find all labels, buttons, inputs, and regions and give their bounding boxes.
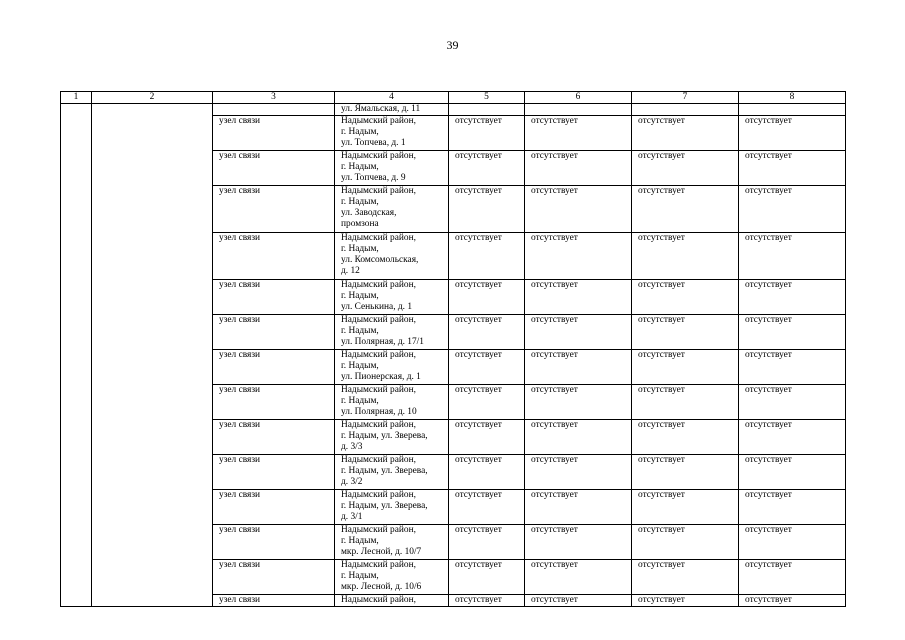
col-8-cell-text: отсутствует [745, 560, 792, 570]
header-col-7: 7 [632, 92, 739, 104]
address-cell-text: Надымский район, г. Надым, ул. Топчева, д. 1 [341, 116, 416, 148]
col-8-cell-text: отсутствует [745, 151, 792, 161]
address-cell [335, 151, 449, 186]
col-6-cell [525, 385, 632, 420]
address-cell-text: Надымский район, г. Надым, ул. Заводская, промзона [341, 186, 416, 229]
col-7-cell [632, 490, 739, 525]
col-8-cell [739, 560, 846, 595]
address-cell-text: Надымский район, г. Надым, мкр. Лесной, д. 10/6 [341, 560, 422, 592]
address-cell-text: Надымский район, г. Надым, ул. Полярная, д. 17/1 [341, 315, 424, 347]
col-6-cell [525, 233, 632, 280]
table-header-row [61, 92, 846, 104]
col-7-cell [632, 151, 739, 186]
address-cell [335, 455, 449, 490]
col-7-cell [632, 280, 739, 315]
object-type-cell [213, 116, 335, 151]
col-6-cell-text: отсутствует [531, 280, 578, 290]
object-type-cell-text: узел связи [219, 455, 261, 465]
col-7-cell [632, 186, 739, 233]
object-type-cell-text: узел связи [219, 595, 261, 605]
col-6-cell-text: отсутствует [531, 315, 578, 325]
col-8-cell [739, 233, 846, 280]
address-cell [335, 116, 449, 151]
col-6-cell [525, 116, 632, 151]
header-col-6: 6 [525, 92, 632, 104]
col-7-cell [632, 350, 739, 385]
col-5-cell-text: отсутствует [455, 280, 502, 290]
address-cell [335, 385, 449, 420]
col-7-cell-text: отсутствует [638, 315, 685, 325]
col-8-cell [739, 595, 846, 607]
continuation-col-4: ул. Ямальская, д. 11 [335, 104, 449, 116]
col-8-cell-text: отсутствует [745, 490, 792, 500]
col-7-cell-text: отсутствует [638, 233, 685, 243]
col-6-cell-text: отсутствует [531, 455, 578, 465]
col-5-cell [449, 350, 525, 385]
col-7-cell [632, 595, 739, 607]
continuation-col-5 [449, 104, 525, 116]
address-cell [335, 560, 449, 595]
col-6-cell [525, 490, 632, 525]
col-8-cell [739, 350, 846, 385]
page-number: 39 [446, 38, 459, 52]
col-5-cell [449, 595, 525, 607]
col-6-cell [525, 420, 632, 455]
object-type-cell-text: узел связи [219, 116, 261, 126]
col-5-cell-text: отсутствует [455, 525, 502, 535]
col-7-cell [632, 525, 739, 560]
col-7-cell [632, 116, 739, 151]
col-8-cell-text: отсутствует [745, 280, 792, 290]
col-8-cell-text: отсутствует [745, 385, 792, 395]
col-8-cell [739, 315, 846, 350]
col-7-cell-text: отсутствует [638, 350, 685, 360]
col-6-cell [525, 315, 632, 350]
continuation-row [61, 104, 846, 116]
continuation-col-3 [213, 104, 335, 116]
col-8-cell [739, 420, 846, 455]
col-8-cell-text: отсутствует [745, 455, 792, 465]
object-type-cell-text: узел связи [219, 385, 261, 395]
col-5-cell [449, 560, 525, 595]
address-cell-text: Надымский район, г. Надым, ул. Зверева, д. 3/3 [341, 420, 428, 452]
address-cell-text: Надымский район, г. Надым, ул. Зверева, д. 3/2 [341, 455, 428, 487]
col-6-cell-text: отсутствует [531, 350, 578, 360]
col-7-cell-text: отсутствует [638, 186, 685, 196]
col-8-cell-text: отсутствует [745, 186, 792, 196]
header-col-4: 4 [335, 92, 449, 104]
col-5-cell [449, 420, 525, 455]
object-type-cell-text: узел связи [219, 151, 261, 161]
address-cell [335, 420, 449, 455]
address-cell-text: Надымский район, г. Надым, ул. Комсомольская, д. 12 [341, 233, 419, 276]
object-type-cell [213, 350, 335, 385]
col-5-cell-text: отсутствует [455, 455, 502, 465]
col-5-cell [449, 455, 525, 490]
address-cell-text: Надымский район, [341, 595, 416, 605]
object-type-cell [213, 151, 335, 186]
address-cell [335, 595, 449, 607]
col-6-cell [525, 560, 632, 595]
col-6-cell-text: отсутствует [531, 385, 578, 395]
col-5-cell [449, 116, 525, 151]
col-6-cell-text: отсутствует [531, 595, 578, 605]
object-type-cell-text: узел связи [219, 560, 261, 570]
col-8-cell [739, 385, 846, 420]
col-7-cell-text: отсутствует [638, 280, 685, 290]
col-5-cell-text: отсутствует [455, 350, 502, 360]
col-7-cell [632, 455, 739, 490]
col-7-cell-text: отсутствует [638, 560, 685, 570]
col-5-cell [449, 233, 525, 280]
address-cell [335, 280, 449, 315]
address-cell [335, 490, 449, 525]
object-type-cell [213, 595, 335, 607]
header-col-5: 5 [449, 92, 525, 104]
col-8-cell [739, 525, 846, 560]
col-5-cell-text: отсутствует [455, 233, 502, 243]
address-cell-text: Надымский район, г. Надым, мкр. Лесной, д. 10/7 [341, 525, 422, 557]
continuation-col-8 [739, 104, 846, 116]
object-type-cell [213, 233, 335, 280]
col-6-cell [525, 595, 632, 607]
object-type-cell-text: узел связи [219, 280, 261, 290]
object-type-cell [213, 455, 335, 490]
address-cell-text: Надымский район, г. Надым, ул. Топчева, д. 9 [341, 151, 416, 183]
col-5-cell-text: отсутствует [455, 420, 502, 430]
col-5-cell [449, 385, 525, 420]
col-6-cell [525, 186, 632, 233]
continuation-col-7 [632, 104, 739, 116]
col-5-cell [449, 151, 525, 186]
col-5-cell-text: отсутствует [455, 560, 502, 570]
object-type-cell-text: узел связи [219, 186, 261, 196]
col-5-cell-text: отсутствует [455, 385, 502, 395]
col-6-cell-text: отсутствует [531, 186, 578, 196]
col-7-cell-text: отсутствует [638, 420, 685, 430]
col-6-cell [525, 455, 632, 490]
header-col-1: 1 [61, 92, 92, 104]
object-type-cell [213, 560, 335, 595]
col-8-cell [739, 490, 846, 525]
col-6-cell-text: отсутствует [531, 233, 578, 243]
object-type-cell [213, 315, 335, 350]
col-7-cell-text: отсутствует [638, 490, 685, 500]
address-cell-text: Надымский район, г. Надым, ул. Зверева, д. 3/1 [341, 490, 428, 522]
col-5-cell [449, 525, 525, 560]
header-col-3: 3 [213, 92, 335, 104]
col-7-cell-text: отсутствует [638, 385, 685, 395]
merged-col-1-cell [61, 104, 92, 607]
header-col-2: 2 [92, 92, 213, 104]
col-8-cell [739, 151, 846, 186]
object-type-cell-text: узел связи [219, 350, 261, 360]
address-cell [335, 350, 449, 385]
col-7-cell [632, 385, 739, 420]
document-table [60, 91, 846, 607]
col-5-cell-text: отсутствует [455, 116, 502, 126]
col-6-cell-text: отсутствует [531, 560, 578, 570]
col-6-cell [525, 151, 632, 186]
col-6-cell [525, 525, 632, 560]
object-type-cell-text: узел связи [219, 315, 261, 325]
col-7-cell [632, 420, 739, 455]
object-type-cell [213, 420, 335, 455]
col-5-cell-text: отсутствует [455, 315, 502, 325]
col-8-cell [739, 455, 846, 490]
object-type-cell [213, 385, 335, 420]
col-8-cell-text: отсутствует [745, 233, 792, 243]
col-8-cell-text: отсутствует [745, 525, 792, 535]
col-8-cell-text: отсутствует [745, 350, 792, 360]
col-5-cell [449, 315, 525, 350]
col-5-cell-text: отсутствует [455, 186, 502, 196]
header-col-8: 8 [739, 92, 846, 104]
col-6-cell [525, 350, 632, 385]
address-cell-text: Надымский район, г. Надым, ул. Пионерская, д. 1 [341, 350, 421, 382]
col-8-cell-text: отсутствует [745, 420, 792, 430]
col-5-cell [449, 490, 525, 525]
col-7-cell [632, 315, 739, 350]
merged-col-2-cell [92, 104, 213, 607]
object-type-cell-text: узел связи [219, 420, 261, 430]
address-cell [335, 315, 449, 350]
col-7-cell-text: отсутствует [638, 455, 685, 465]
col-8-cell-text: отсутствует [745, 595, 792, 605]
col-5-cell-text: отсутствует [455, 151, 502, 161]
col-8-cell-text: отсутствует [745, 116, 792, 126]
col-6-cell-text: отсутствует [531, 151, 578, 161]
continuation-col-6 [525, 104, 632, 116]
col-7-cell-text: отсутствует [638, 595, 685, 605]
col-8-cell [739, 186, 846, 233]
object-type-cell [213, 490, 335, 525]
col-5-cell-text: отсутствует [455, 595, 502, 605]
col-7-cell [632, 233, 739, 280]
object-type-cell [213, 525, 335, 560]
object-type-cell-text: узел связи [219, 525, 261, 535]
address-cell [335, 233, 449, 280]
address-cell [335, 186, 449, 233]
object-type-cell-text: узел связи [219, 233, 261, 243]
col-7-cell-text: отсутствует [638, 116, 685, 126]
object-type-cell [213, 280, 335, 315]
col-8-cell [739, 280, 846, 315]
object-type-cell-text: узел связи [219, 490, 261, 500]
col-5-cell [449, 280, 525, 315]
col-7-cell-text: отсутствует [638, 525, 685, 535]
object-type-cell [213, 186, 335, 233]
address-cell-text: Надымский район, г. Надым, ул. Сенькина, д. 1 [341, 280, 416, 312]
col-7-cell-text: отсутствует [638, 151, 685, 161]
col-7-cell [632, 560, 739, 595]
col-6-cell-text: отсутствует [531, 490, 578, 500]
address-cell-text: Надымский район, г. Надым, ул. Полярная, д. 10 [341, 385, 417, 417]
address-cell [335, 525, 449, 560]
col-5-cell-text: отсутствует [455, 490, 502, 500]
col-5-cell [449, 186, 525, 233]
col-6-cell-text: отсутствует [531, 116, 578, 126]
col-8-cell [739, 116, 846, 151]
col-6-cell-text: отсутствует [531, 525, 578, 535]
col-6-cell-text: отсутствует [531, 420, 578, 430]
col-8-cell-text: отсутствует [745, 315, 792, 325]
col-6-cell [525, 280, 632, 315]
